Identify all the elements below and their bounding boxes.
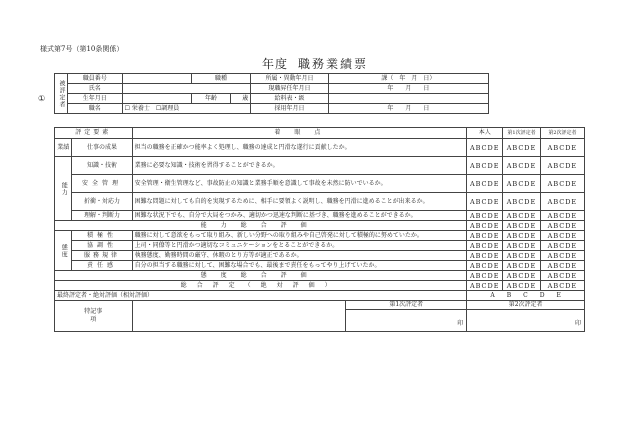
staff-no-field[interactable] — [122, 74, 191, 84]
birthdate-field[interactable] — [122, 94, 191, 104]
grade-second[interactable]: ABCDE — [540, 193, 584, 211]
grade-first[interactable]: ABCDE — [503, 241, 541, 251]
ratee-info-table — [54, 73, 489, 114]
grade-second[interactable]: ABCDE — [540, 139, 584, 157]
absolute-total-label: 総合評定（絶対評価） — [55, 281, 467, 291]
factor-text: 執務態度、勤務時間の厳守、休暇のとり方等が適正であるか。 — [132, 251, 467, 261]
grade-first[interactable]: ABCDE — [503, 139, 541, 157]
hire-field[interactable]: 年 月 日 — [328, 104, 488, 114]
grade-second[interactable]: ABCDE — [540, 261, 584, 271]
grade-first[interactable]: ABCDE — [503, 281, 541, 291]
header-factor: 評定要素 — [55, 128, 133, 139]
final-rater-label: 最終評定者・絶対評価（相対評価） — [55, 291, 467, 301]
factor-name: 仕事の成果 — [72, 139, 132, 157]
group-performance: 業績 — [55, 139, 72, 157]
remarks-text: 特記事項 — [84, 308, 103, 323]
ability-total-label: 能力総合評価 — [55, 221, 467, 231]
group-attitude: 態度 — [55, 231, 72, 271]
factor-text: 困難な問題に対しても自的を実現するために、相手に要領よく説明し、職務を円滑に進めることが出来るか。 — [132, 193, 467, 211]
salary-field[interactable] — [328, 94, 488, 104]
ratee-label: 被評定者 — [55, 74, 68, 114]
grade-second[interactable]: ABCDE — [540, 271, 584, 281]
grade-self[interactable]: ABCDE — [467, 231, 503, 241]
grade-first[interactable]: ABCDE — [503, 221, 541, 231]
page-title — [0, 55, 630, 72]
remarks-label — [55, 301, 133, 332]
factor-text: 職務に対して意欲をもって取り組み、新しい分野への取り組みや自己啓発に対して積極的に努めていたか。 — [132, 231, 467, 241]
remarks-area[interactable] — [132, 301, 467, 332]
factor-name: 折衝・対応力 — [72, 193, 132, 211]
form-code: 様式第7号（第10条関係） — [40, 45, 124, 53]
header-view: 着 眼 点 — [132, 128, 467, 139]
current-post-field[interactable]: 年 月 日 — [328, 84, 488, 94]
first-rater-label: 第1次評定者 — [346, 301, 466, 310]
hire-label: 採用年月日 — [251, 104, 329, 114]
grade-first[interactable]: ABCDE — [503, 175, 541, 193]
evaluation-table — [54, 127, 585, 332]
grade-second[interactable]: ABCDE — [540, 211, 584, 221]
attitude-total-label: 態度総合評価 — [55, 271, 467, 281]
factor-text: 自分の担当する職務に対して、困難な場合でも、最後まで責任をもってやり上げていたか。 — [132, 261, 467, 271]
grade-second[interactable]: ABCDE — [540, 251, 584, 261]
grade-self[interactable]: ABCDE — [467, 193, 503, 211]
grade-first[interactable]: ABCDE — [503, 251, 541, 261]
grade-second[interactable]: ABCDE — [540, 281, 584, 291]
name-label: 氏名 — [68, 84, 123, 94]
grade-second[interactable]: ABCDE — [540, 221, 584, 231]
header-self: 本人 — [467, 128, 503, 139]
grade-second[interactable]: ABCDE — [540, 175, 584, 193]
age-unit: 歳 — [231, 94, 251, 104]
factor-text: 上司・同僚等と円滑かつ適切なコミュニケーションをとることができるか。 — [132, 241, 467, 251]
current-post-label: 現職昇任年月日 — [251, 84, 329, 94]
factor-text: 業務に必要な知識・技術を習得することができるか。 — [132, 157, 467, 175]
header-first: 第1次評定者 — [503, 128, 541, 139]
grade-self[interactable]: ABCDE — [467, 139, 503, 157]
grade-self[interactable]: ABCDE — [467, 241, 503, 251]
factor-name: 知識・技術 — [72, 157, 132, 175]
grade-first[interactable]: ABCDE — [503, 271, 541, 281]
grade-first[interactable]: ABCDE — [503, 261, 541, 271]
factor-name: 理解・判断力 — [72, 211, 132, 221]
grade-self[interactable]: ABCDE — [467, 271, 503, 281]
factor-text: 安全管理・衛生管理など、事故防止の知識と業務手順を意識して事故を未然に防いでいるか。 — [132, 175, 467, 193]
grade-self[interactable]: ABCDE — [467, 211, 503, 221]
header-second: 第2次評定者 — [540, 128, 584, 139]
dept-field[interactable]: 課（ 年 月 日） — [328, 74, 488, 84]
final-grades[interactable]: A B C D E — [467, 291, 585, 301]
grade-first[interactable]: ABCDE — [503, 157, 541, 175]
staff-no-label: 職員番号 — [68, 74, 123, 84]
grade-self[interactable]: ABCDE — [467, 251, 503, 261]
title-main: 職務業績票 — [298, 57, 369, 71]
grade-second[interactable]: ABCDE — [540, 231, 584, 241]
factor-name: 服務規律 — [72, 251, 132, 261]
shoku-options[interactable]: ☐ 栄養士 ☐調理員 — [122, 104, 251, 114]
grade-self[interactable]: ABCDE — [467, 281, 503, 291]
grade-first[interactable]: ABCDE — [503, 231, 541, 241]
age-label: 年齢 — [191, 94, 231, 104]
grade-self[interactable]: ABCDE — [467, 175, 503, 193]
factor-name: 積極性 — [72, 231, 132, 241]
salary-label: 給料表・級 — [251, 94, 329, 104]
factor-text: 担当の職務を正確かつ能率よく処理し、職務の達成と円滑な遂行に貢献したか。 — [132, 139, 467, 157]
grade-first[interactable]: ABCDE — [503, 211, 541, 221]
factor-name: 協調性 — [72, 241, 132, 251]
shoku-mei-label: 職名 — [68, 104, 123, 114]
factor-name: 安全管理 — [72, 175, 132, 193]
section-number: ① — [38, 94, 46, 103]
second-rater-area[interactable] — [467, 301, 585, 332]
grade-first[interactable]: ABCDE — [503, 193, 541, 211]
grade-self[interactable]: ABCDE — [467, 221, 503, 231]
grade-second[interactable]: ABCDE — [540, 157, 584, 175]
grade-self[interactable]: ABCDE — [467, 261, 503, 271]
factor-name: 責任感 — [72, 261, 132, 271]
shoku-shu-label: 職種 — [191, 74, 251, 84]
birthdate-label: 生年月日 — [68, 94, 123, 104]
grade-second[interactable]: ABCDE — [540, 241, 584, 251]
name-field[interactable] — [122, 84, 251, 94]
factor-text: 困難な状況下でも、自分で大局をつかみ、適切かつ迅速な判断に基づき、職務を進めることができるか。 — [132, 211, 467, 221]
dept-label: 所属・異動年月日 — [251, 74, 329, 84]
second-rater-label: 第2次評定者 — [467, 301, 584, 310]
grade-self[interactable]: ABCDE — [467, 157, 503, 175]
second-rater-seal[interactable]: 印 — [574, 320, 581, 327]
first-rater-seal[interactable]: 印 — [457, 320, 464, 327]
title-year: 年度 — [261, 57, 288, 71]
group-ability: 能力 — [55, 157, 72, 221]
